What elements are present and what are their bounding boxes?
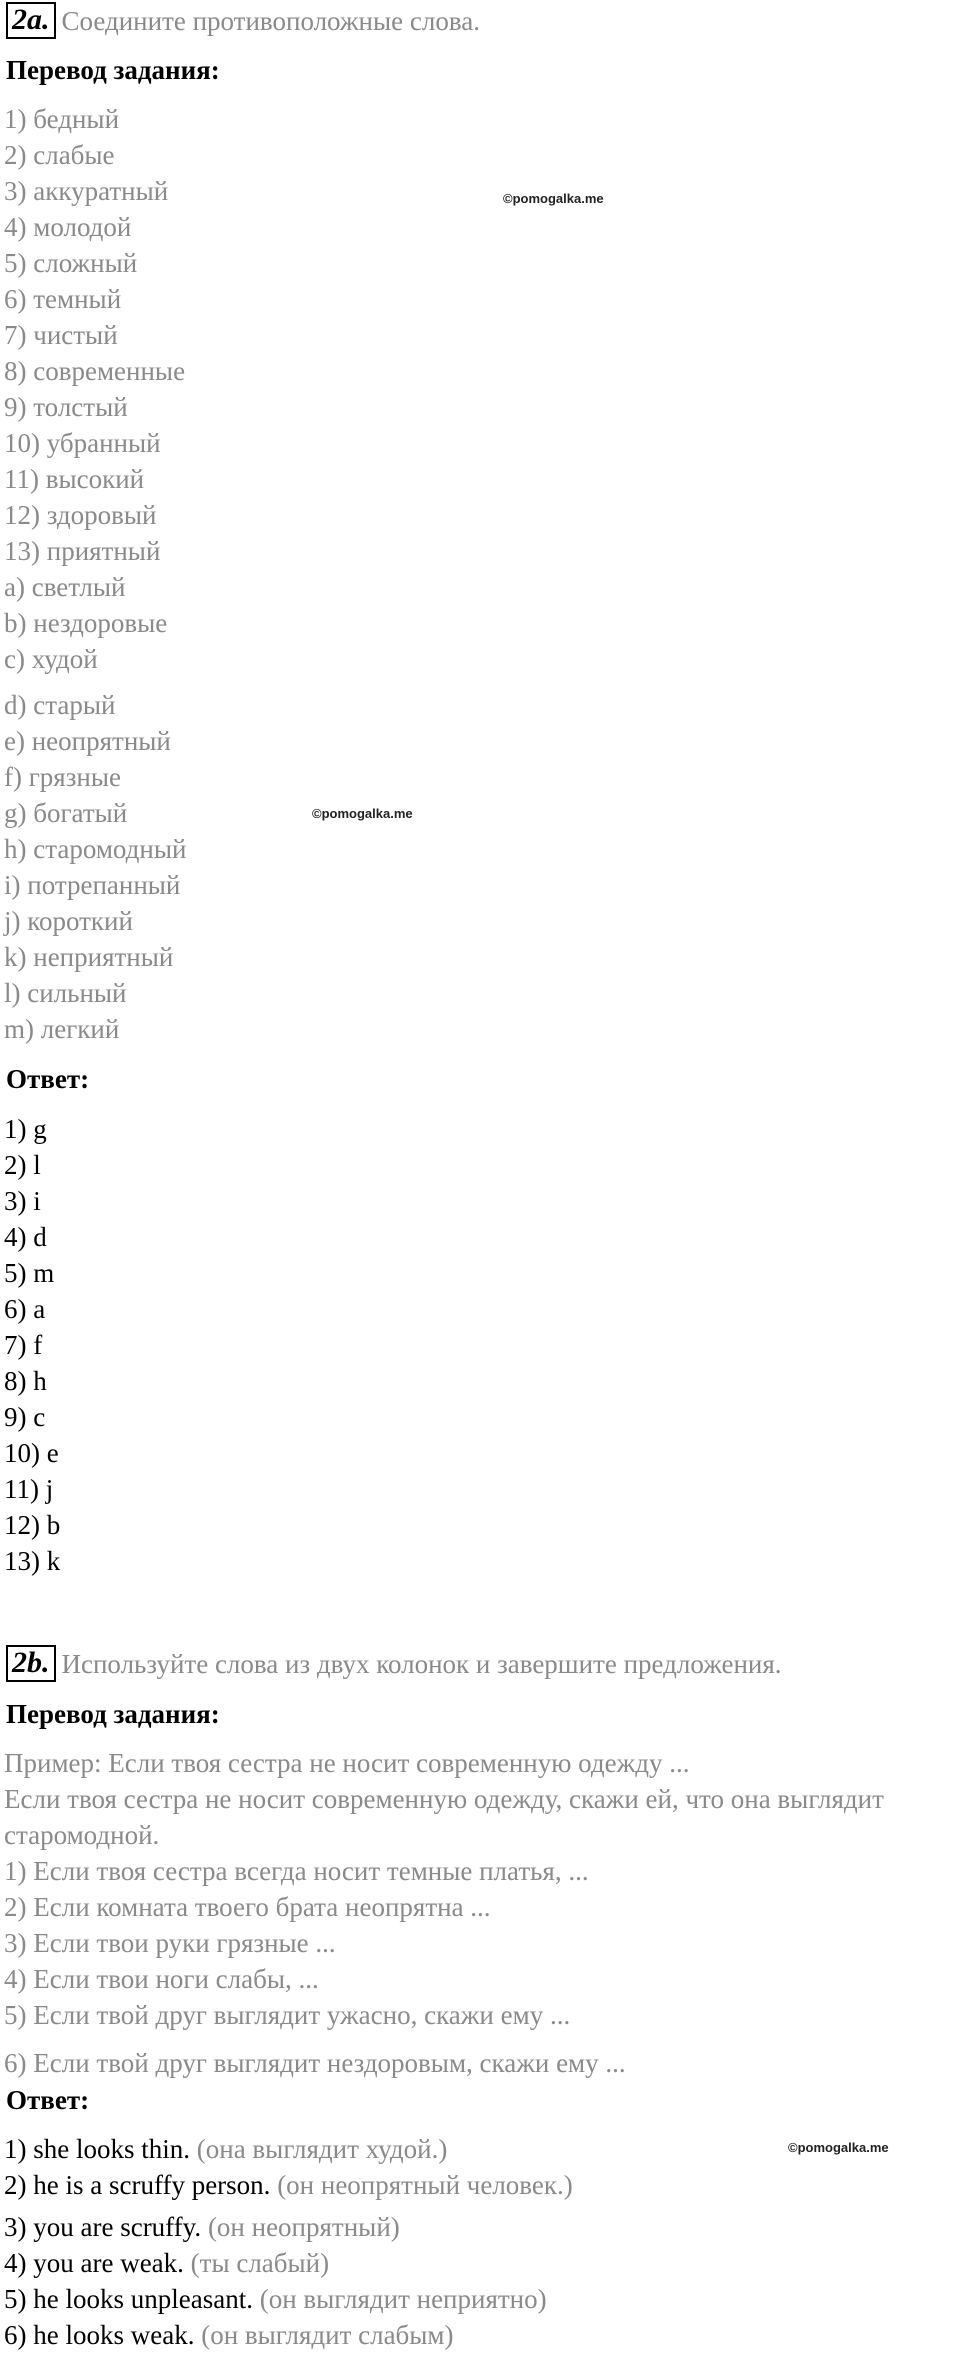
list-item: 4) Если твои ноги слабы, ...: [4, 1964, 319, 1994]
task-2a-badge: 2a.: [6, 2, 56, 39]
task-2b-badge: 2b.: [6, 1645, 56, 1682]
list-item: i) потрепанный: [4, 870, 181, 900]
task-2b-header: [6, 1645, 782, 1682]
task-2a-answer-heading: Ответ:: [6, 1064, 90, 1094]
answer-item: 7) f: [4, 1330, 43, 1360]
list-item: d) старый: [4, 690, 116, 720]
example-line: Пример: Если твоя сестра не носит современную одежду ...: [4, 1748, 690, 1778]
answer-item: [4, 2167, 573, 2203]
list-item: 12) здоровый: [4, 500, 157, 530]
list-item: h) старомодный: [4, 834, 187, 864]
list-item: 2) Если комната твоего брата неопрятна ...: [4, 1892, 491, 1922]
list-item: 13) приятный: [4, 536, 161, 566]
answer-english: 1) she looks thin.: [4, 2134, 190, 2164]
task-2a-translation-heading: Перевод задания:: [6, 55, 220, 85]
example-line: Если твоя сестра не носит современную одежду, скажи ей, что она выглядит: [4, 1784, 884, 1814]
list-item: 5) Если твой друг выглядит ужасно, скажи ему ...: [4, 2000, 571, 2030]
task-2a-header: [6, 2, 480, 39]
answer-english: 5) he looks unpleasant.: [4, 2284, 253, 2314]
answer-item: 11) j: [4, 1474, 54, 1504]
answer-english: 2) he is a scruffy person.: [4, 2170, 271, 2200]
list-item: b) нездоровые: [4, 608, 168, 638]
example-line: старомодной.: [4, 1820, 160, 1850]
answer-translation: (он выглядит слабым): [201, 2320, 454, 2350]
answer-item: [4, 2245, 329, 2281]
answer-translation: (он неопрятный): [207, 2212, 400, 2242]
answer-item: 6) a: [4, 1294, 46, 1324]
answer-item: 8) h: [4, 1366, 47, 1396]
list-item: 11) высокий: [4, 464, 145, 494]
watermark: ©pomogalka.me: [312, 806, 413, 821]
list-item: 8) современные: [4, 356, 186, 386]
answer-translation: (ты слабый): [190, 2248, 330, 2278]
list-item: 5) сложный: [4, 248, 138, 278]
answer-item: 1) g: [4, 1114, 47, 1144]
answer-translation: (он выглядит неприятно): [259, 2284, 547, 2314]
list-item: 3) аккуратный: [4, 176, 169, 206]
list-item: m) легкий: [4, 1014, 120, 1044]
list-item: k) неприятный: [4, 942, 174, 972]
answer-english: 6) he looks weak.: [4, 2320, 195, 2350]
list-item: 7) чистый: [4, 320, 118, 350]
list-item: 1) бедный: [4, 104, 120, 134]
list-item: 4) молодой: [4, 212, 132, 242]
answer-translation: (он неопрятный человек.): [277, 2170, 573, 2200]
list-item: 1) Если твоя сестра всегда носит темные платья, ...: [4, 1856, 589, 1886]
list-item: 10) убранный: [4, 428, 161, 458]
answer-item: [4, 2131, 447, 2167]
list-item: j) короткий: [4, 906, 133, 936]
task-2b-instruction: Используйте слова из двух колонок и завершите предложения.: [61, 1648, 782, 1679]
answer-item: 10) e: [4, 1438, 59, 1468]
answer-english: 4) you are weak.: [4, 2248, 184, 2278]
list-item: l) сильный: [4, 978, 127, 1008]
answer-translation: (она выглядит худой.): [196, 2134, 448, 2164]
answer-item: 12) b: [4, 1510, 61, 1540]
watermark: ©pomogalka.me: [503, 191, 604, 206]
task-2b-answer-heading: Ответ:: [6, 2085, 90, 2115]
answer-item: 4) d: [4, 1222, 47, 1252]
answer-item: [4, 2209, 400, 2245]
list-item: c) худой: [4, 644, 98, 674]
answer-item: 5) m: [4, 1258, 55, 1288]
answer-item: [4, 2317, 454, 2353]
list-item: 6) Если твой друг выглядит нездоровым, скажи ему ...: [4, 2048, 626, 2078]
list-item: 9) толстый: [4, 392, 128, 422]
answer-item: 3) i: [4, 1186, 41, 1216]
task-2b-translation-heading: Перевод задания:: [6, 1699, 220, 1729]
answer-item: 9) c: [4, 1402, 46, 1432]
watermark: ©pomogalka.me: [788, 2140, 889, 2155]
list-item: a) светлый: [4, 572, 126, 602]
answer-item: 13) k: [4, 1546, 61, 1576]
list-item: 3) Если твои руки грязные ...: [4, 1928, 336, 1958]
list-item: e) неопрятный: [4, 726, 171, 756]
answer-english: 3) you are scruffy.: [4, 2212, 202, 2242]
answer-item: 2) l: [4, 1150, 41, 1180]
list-item: 6) темный: [4, 284, 122, 314]
task-2a-instruction: Соедините противоположные слова.: [61, 5, 480, 36]
list-item: 2) слабые: [4, 140, 115, 170]
answer-item: [4, 2281, 547, 2317]
list-item: f) грязные: [4, 762, 121, 792]
list-item: g) богатый: [4, 798, 128, 828]
